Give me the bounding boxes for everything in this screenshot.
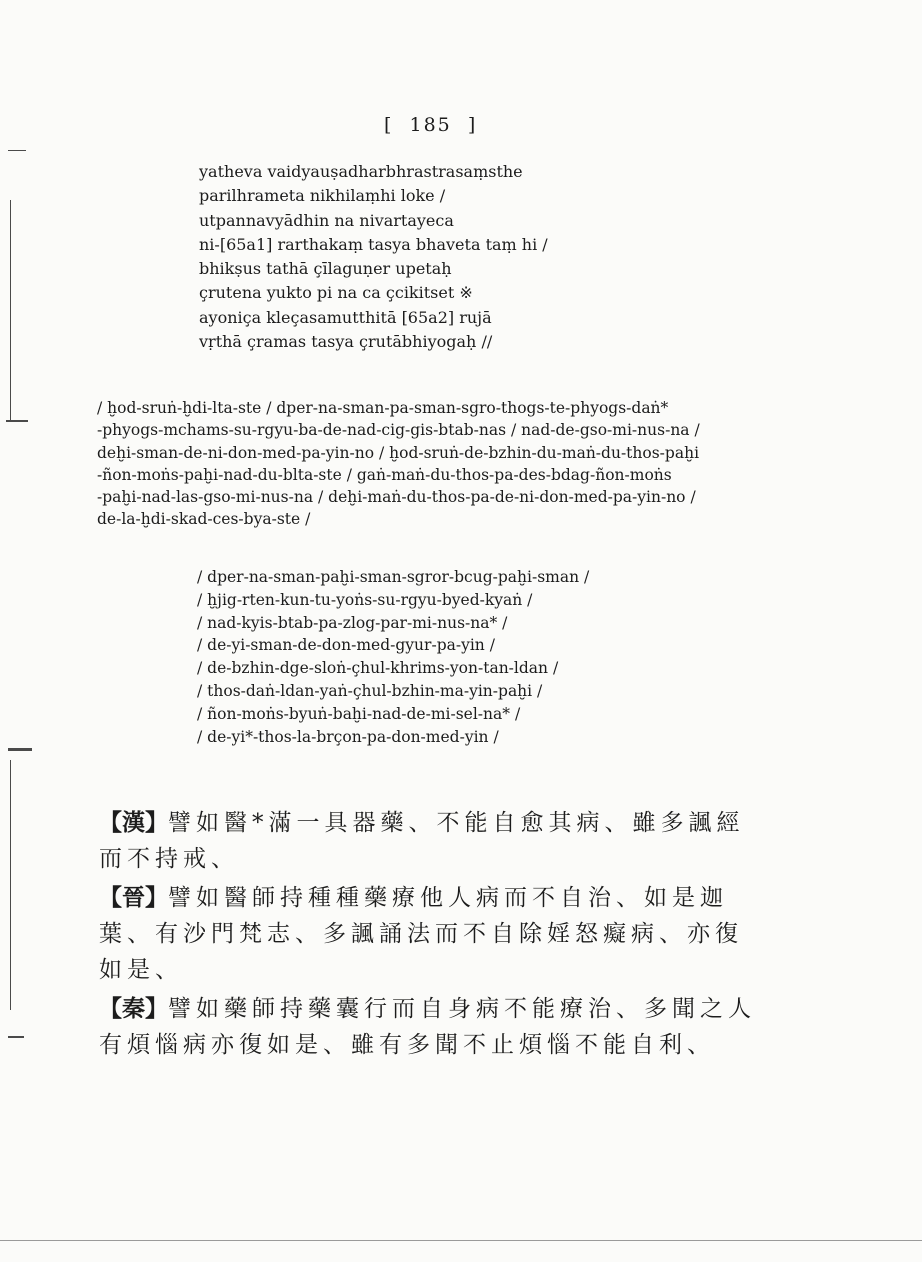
- han-text: 譬如醫*滿一具器藥、不能自愈其病、雖多諷經而不持戒、: [99, 810, 745, 872]
- chinese-jin-translation: [99, 880, 759, 988]
- page-number: [ 185 ]: [384, 114, 478, 136]
- tibetan-verse-line: / thos-daṅ-ldan-yaṅ-çhul-bzhin-ma-yin-paḫi /: [197, 681, 543, 700]
- margin-mark: [8, 748, 32, 751]
- tibetan-verse-line: / de-bzhin-dge-sloṅ-çhul-khrims-yon-tan-ldan /: [197, 659, 559, 678]
- margin-mark: [10, 200, 11, 420]
- sanskrit-verse-line: yatheva vaidyauṣadharbhrastrasaṃsthe: [199, 162, 523, 181]
- tibetan-verse-line: / nad-kyis-btab-pa-zlog-par-mi-nus-na* /: [197, 613, 508, 632]
- tibetan-prose-line: -phyogs-mchams-su-rgyu-ba-de-nad-cig-gis-btab-nas / nad-de-gso-mi-nus-na /: [97, 421, 700, 440]
- tibetan-verse-line: / de-yi*-thos-la-brçon-pa-don-med-yin /: [197, 727, 499, 746]
- qin-text: 譬如藥師持藥囊行而自身病不能療治、多聞之人有煩惱病亦復如是、雖有多聞不止煩惱不能自利、: [99, 996, 756, 1058]
- sanskrit-verse-line: ayoniça kleçasamutthitā [65a2] rujā: [199, 307, 492, 327]
- tibetan-verse: [197, 566, 589, 748]
- tibetan-prose-line: -ñon-moṅs-paḫi-nad-du-blta-ste / gaṅ-maṅ-du-thos-pa-des-bdag-ñon-moṅs: [97, 465, 672, 484]
- han-label: 【漢】: [99, 809, 168, 836]
- sanskrit-verse-line: utpannavyādhin na nivartayeca: [199, 210, 454, 230]
- sanskrit-verse-line: ni-[65a1] rarthakaṃ tasya bhaveta taṃ hi /: [199, 234, 548, 254]
- sanskrit-verse-line: bhikṣus tathā çīlaguṇer upetaḥ: [199, 259, 452, 279]
- sanskrit-verse: [199, 160, 548, 354]
- tibetan-prose-line: / ḫod-sruṅ-ḫdi-lta-ste / dper-na-sman-pa-sman-sgro-thogs-te-phyogs-daṅ*: [97, 399, 669, 417]
- chinese-han-translation: [99, 805, 759, 877]
- chinese-qin-translation: [99, 991, 759, 1063]
- tibetan-verse-line: / de-yi-sman-de-don-med-gyur-pa-yin /: [197, 636, 495, 655]
- tibetan-verse-line: / ḫjig-rten-kun-tu-yoṅs-su-rgyu-byed-kyaṅ /: [197, 590, 533, 609]
- tibetan-prose: [97, 397, 700, 531]
- margin-mark: [8, 150, 26, 151]
- margin-mark: [10, 760, 11, 1010]
- sanskrit-verse-line: parilhrameta nikhilaṃhi loke /: [199, 186, 446, 206]
- tibetan-prose-line: deḫi-sman-de-ni-don-med-pa-yin-no / ḫod-sruṅ-de-bzhin-du-maṅ-du-thos-paḫi: [97, 443, 700, 462]
- sanskrit-verse-line: çrutena yukto pi na ca çcikitset ※: [199, 283, 473, 303]
- jin-text: 譬如醫師持種種藥療他人病而不自治、如是迦葉、有沙門梵志、多諷誦法而不自除婬怒癡病、亦復如是、: [99, 885, 743, 983]
- tibetan-verse-line: / dper-na-sman-paḫi-sman-sgror-bcug-paḫi-sman /: [197, 568, 590, 586]
- margin-mark: [8, 1036, 24, 1038]
- bottom-rule: [0, 1240, 922, 1241]
- sanskrit-verse-line: vṛthā çramas tasya çrutābhiyogaḥ //: [199, 332, 493, 352]
- margin-mark: [6, 420, 28, 422]
- tibetan-prose-line: de-la-ḫdi-skad-ces-bya-ste /: [97, 510, 311, 529]
- jin-label: 【晉】: [99, 884, 168, 911]
- tibetan-prose-line: -paḫi-nad-las-gso-mi-nus-na / deḫi-maṅ-du-thos-pa-de-ni-don-med-pa-yin-no /: [97, 488, 696, 507]
- tibetan-verse-line: / ñon-moṅs-byuṅ-baḫi-nad-de-mi-sel-na* /: [197, 704, 521, 723]
- qin-label: 【秦】: [99, 995, 168, 1022]
